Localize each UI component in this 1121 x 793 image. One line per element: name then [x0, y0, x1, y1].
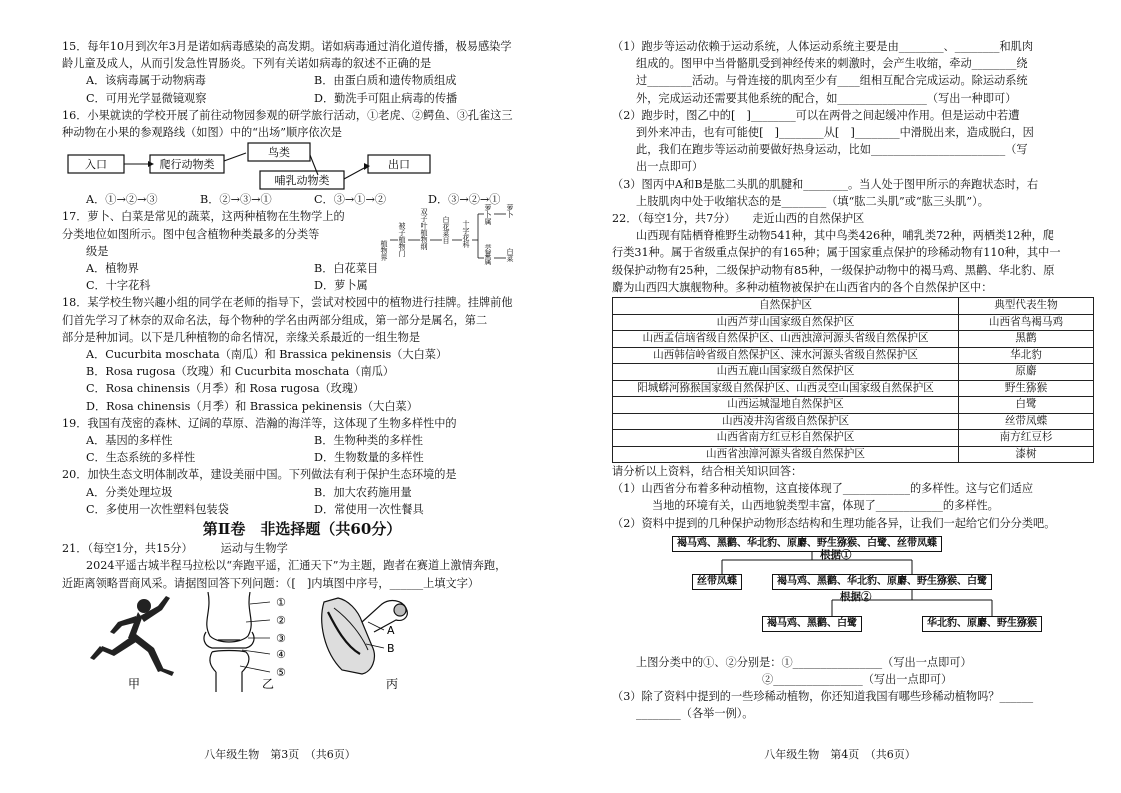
route-entry-label: 入口 [85, 158, 107, 172]
q20-options-row2 [62, 501, 542, 518]
knee-joint-figure [204, 592, 254, 692]
knee-label-3: ③ [276, 631, 286, 645]
q15-option-a: A．该病毒属于动物病毒 [86, 74, 206, 88]
tree-species2: 白菜 [506, 248, 514, 263]
reserve-name: 山西运城湿地自然保护区 [613, 397, 959, 414]
q19-options-row2 [62, 449, 542, 466]
reserve-name: 阳城蟒河猕猴国家级自然保护区、山西灵空山国家级自然保护区 [613, 380, 959, 397]
knee-label-4: ④ [276, 647, 286, 661]
q22-part3-line2: ________（各举一例）。 [636, 707, 754, 721]
q17-stem-line2: 分类地位如图所示。图中包含植物种类最多的分类等 [62, 227, 320, 241]
reserve-table [612, 297, 1094, 463]
tree-phylum: 被子植物门 [398, 222, 406, 258]
q21-head: 21．（每空1分，共15分） 运动与生物学 [62, 542, 288, 556]
knee-label-2: ② [276, 613, 286, 627]
reserve-table-header [613, 298, 1094, 315]
route-diagram-svg [62, 141, 502, 193]
q19-option-d: D．生物数量的多样性 [314, 451, 424, 465]
left-page [0, 0, 560, 793]
tree-class: 双子叶植物纲 [420, 208, 428, 251]
q22-intro-line2: 行类31种。属于省级重点保护的有165种；属于国家重点保护的珍稀动物有110种，其中一 [612, 246, 1061, 260]
q22-part1-line2: 当地的环境有关，山西地貌类型丰富，体现了____________的多样性。 [652, 499, 999, 513]
q17-classification-tree [380, 202, 540, 272]
q21-part3-line1: （3）图丙中A和B是肱二头肌的肌腱和________。当人处于图甲所示的奔跑状态时，右 [612, 177, 1039, 191]
reserve-name: 山西韩信岭省级自然保护区、涑水河源头省级自然保护区 [613, 347, 959, 364]
q17-block [62, 204, 542, 266]
runner-figure [90, 596, 174, 676]
q16-stem-line2: 种动物在小果的参观路线（如图）中的“出场”顺序依次是 [62, 126, 342, 140]
flow-top-box: 褐马鸡、黑鹳、华北豹、原麝、野生猕猴、白鹭、丝带凤蝶 [672, 536, 942, 552]
section-2-title: 第Ⅱ卷 非选择题（共60分） [202, 520, 402, 539]
q20-option-b: B．加大农药施用量 [314, 485, 412, 499]
q22-part1-line1: （1）山西省分布着多种动植物，这直接体现了____________的多样性。这与它们适应 [612, 482, 1034, 496]
reserve-name: 山西孟信垴省级自然保护区、山西浊漳河源头省级自然保护区 [613, 331, 959, 348]
q21-part1-line1: （1）跑步等运动依赖于运动系统，人体运动系统主要是由________、________和肌肉 [612, 40, 1034, 53]
left-footer: 八年级生物 第3页 （共6页） [204, 747, 356, 761]
q17-option-c: C．十字花科 [86, 279, 151, 293]
q17-option-d: D．萝卜属 [314, 279, 368, 293]
q22-part2: （2）资料中提到的几种保护动物形态结构和生理功能各异，让我们一起给它们分分类吧。 [612, 516, 1056, 530]
q21-part1-line4: 外，完成运动还需要其他系统的配合，如________________（写出一种即可） [636, 91, 1017, 105]
species-name: 漆树 [959, 446, 1094, 463]
q18-stem-line3: 部分是种加词。以下是几种植物的命名情况，亲缘关系最近的一组生物是 [62, 330, 421, 344]
q15-option-c: C．可用光学显微镜观察 [86, 91, 207, 105]
tree-family: 十字花科 [462, 220, 470, 249]
q15-option-b: B．由蛋白质和遗传物质组成 [314, 74, 457, 88]
fig-label-bing: 丙 [385, 676, 399, 691]
species-name: 原麝 [959, 364, 1094, 381]
q21-part1-line2: 组成的。图甲中当骨骼肌受到神经传来的刺激时，会产生收缩，牵动________绕 [636, 57, 1028, 71]
q16-option-b: B．②→③→① [200, 193, 272, 207]
flow-criterion-1: 根据① [820, 548, 852, 561]
q17-option-a: A．植物界 [86, 262, 139, 276]
q15-options-row1 [62, 72, 542, 89]
q19-option-c: C．生态系统的多样性 [86, 451, 196, 465]
q21-part2-line2: 到外来冲击，也有可能使[ ]________从[ ]________中滑脱出来，造成脱臼，因 [636, 126, 1034, 140]
q18-option-b: B．Rosa rugosa（玫瑰）和 Cucurbita moschata（南瓜） [86, 365, 395, 379]
q22-intro-line3: 级保护动物有25种，二级保护动物有85种，一级保护动物中的褐马鸡、黑鹳、华北豹、原 [612, 263, 1055, 277]
q15-stem-line1: 15．每年10月到次年3月是诺如病毒感染的高发期。诺如病毒通过消化道传播，极易感染学 [62, 40, 512, 53]
q21-intro-line2: 近距离领略晋商风采。请据图回答下列问题：（[ ]内填图中序号，______上填文字） [62, 576, 480, 590]
reserve-name: 山西凌井沟省级自然保护区 [613, 413, 959, 430]
right-footer: 八年级生物 第4页 （共6页） [764, 747, 916, 761]
q15-stem-line2: 龄儿童及成人，从而引发急性胃肠炎。下列有关诺如病毒的叙述不正确的是 [62, 57, 432, 71]
q17-option-b: B．白花菜目 [314, 262, 379, 276]
route-reptile-label: 爬行动物类 [159, 158, 215, 172]
species-name: 黑鹳 [959, 331, 1094, 348]
q20-options-row1 [62, 484, 542, 501]
fig-label-jia: 甲 [127, 676, 141, 691]
q18-stem-line2: 们首先学习了林奈的双命名法，每个物种的学名由两部分组成，第一部分是属名，第二 [62, 313, 488, 327]
q20-option-d: D．常使用一次性餐具 [314, 502, 424, 516]
q21-intro-line1: 2024平遥古城半程马拉松以“奔跑平遥，汇通天下”为主题，跑者在赛道上激情奔跑， [86, 559, 507, 573]
tree-genus1: 萝卜属 [484, 204, 492, 226]
reserve-col-header: 自然保护区 [613, 298, 959, 315]
arm-label-B: B [387, 641, 395, 655]
flow-level3-left: 褐马鸡、黑鹳、白鹭 [762, 616, 862, 632]
q20-option-a: A．分类处理垃圾 [86, 485, 173, 499]
flow-level2-right: 褐马鸡、黑鹳、华北豹、原麝、野生猕猴、白鹭 [772, 574, 992, 590]
flow-level3-right: 华北豹、原麝、野生猕猴 [922, 616, 1042, 632]
q21-part2-line1: （2）跑步时，图乙中的[ ]________可以在两骨之间起缓冲作用。但是运动中若遭 [612, 108, 1020, 122]
reserve-name: 山西省浊漳河源头省级自然保护区 [613, 446, 959, 463]
table-row [613, 347, 1094, 364]
q16-option-a: A．①→②→③ [86, 193, 158, 207]
q19-option-b: B．生物种类的多样性 [314, 434, 423, 448]
right-page [560, 0, 1120, 793]
route-exit-label: 出口 [388, 158, 410, 172]
q19-option-a: A．基因的多样性 [86, 434, 173, 448]
q22-intro-line1: 山西现有陆栖脊椎野生动物541种，其中鸟类426种，哺乳类72种，两栖类12种，爬 [636, 229, 1054, 243]
tree-species1: 萝卜 [506, 204, 514, 219]
q17-options-row2 [62, 277, 542, 294]
q21-part2-line3: 此，我们在跑步等运动前要做好热身运动，比如________________________（写 [636, 143, 1028, 157]
q22-ask: 请分析以上资料，结合相关知识回答： [612, 465, 803, 479]
knee-label-1: ① [276, 595, 286, 609]
table-row [613, 314, 1094, 331]
species-name: 丝带凤蝶 [959, 413, 1094, 430]
species-name: 山西省鸟褐马鸡 [959, 314, 1094, 331]
reserve-name: 山西芦芽山国家级自然保护区 [613, 314, 959, 331]
q17-stem-line1: 17．萝卜、白菜是常见的蔬菜，这两种植物在生物学上的 [62, 210, 345, 224]
route-bird-label: 鸟类 [268, 146, 290, 160]
q22-part2-answer1: 上图分类中的①、②分别是：①________________（写出一点即可） [636, 655, 972, 669]
species-name: 野生猕猴 [959, 380, 1094, 397]
tree-genus2: 芸薹属 [484, 244, 492, 266]
route-mammal-label: 哺乳动物类 [274, 174, 330, 188]
q18-stem-line1: 18．某学校生物兴趣小组的同学在老师的指导下，尝试对校园中的植物进行挂牌。挂牌前他 [62, 296, 513, 310]
table-row [613, 413, 1094, 430]
table-row [613, 397, 1094, 414]
q19-options-row1 [62, 432, 542, 449]
species-name: 白鹭 [959, 397, 1094, 414]
q22-part2-answer2: ②________________（写出一点即可） [762, 673, 953, 687]
table-row [613, 331, 1094, 348]
q22-head: 22．（每空1分，共7分） 走近山西的自然保护区 [612, 212, 865, 226]
knee-label-5: ⑤ [276, 665, 286, 679]
flow-criterion-2: 根据② [840, 590, 872, 603]
arm-label-A: A [387, 623, 395, 637]
q16-route-diagram [62, 141, 542, 193]
fig-label-yi: 乙 [261, 676, 275, 691]
table-row [613, 446, 1094, 463]
table-row [613, 364, 1094, 381]
q16-option-c: C．③→①→② [314, 193, 387, 207]
q16-stem-line1: 16．小果就读的学校开展了前往动物园参观的研学旅行活动，①老虎、②鳄鱼、③孔雀这三 [62, 108, 513, 122]
reserve-name: 山西省南方红豆杉自然保护区 [613, 430, 959, 447]
q18-option-c: C．Rosa chinensis（月季）和 Rosa rugosa（玫瑰） [86, 382, 365, 396]
q18-option-a: A．Cucurbita moschata（南瓜）和 Brassica pekinensis（大白菜） [86, 348, 448, 362]
species-col-header: 典型代表生物 [959, 298, 1094, 315]
q16-option-d: D．③→②→① [428, 193, 501, 207]
species-name: 南方红豆杉 [959, 430, 1094, 447]
q15-options-row2 [62, 90, 542, 107]
q21-figures [62, 592, 542, 692]
q22-part3-line1: （3）除了资料中提到的一些珍稀动植物，你还知道我国有哪些珍稀动植物吗？______ [612, 690, 1034, 704]
q21-part1-line3: 过________活动。与骨连接的肌肉至少有____组相互配合完成运动。除运动系统 [636, 74, 1028, 88]
q15-option-d: D．勤洗手可阻止病毒的传播 [314, 91, 458, 105]
q22-intro-line4: 麝为山西四大旗舰物种。多种动植物被保护在山西省内的各个自然保护区中： [612, 280, 993, 294]
q21-figure-svg [62, 592, 542, 692]
tree-order: 白花菜目 [442, 216, 450, 245]
classification-flow [612, 534, 1094, 652]
q20-option-c: C．多使用一次性塑料包装袋 [86, 502, 229, 516]
flow-level2-left: 丝带凤蝶 [692, 574, 742, 590]
q18-option-d: D．Rosa chinensis（月季）和 Brassica pekinensis（大白菜） [86, 399, 418, 413]
q20-stem: 20．加快生态文明体制改革，建设美丽中国。下列做法有利于保护生态环境的是 [62, 468, 457, 482]
q17-stem-line3: 级是 [86, 244, 109, 258]
table-row [613, 380, 1094, 397]
species-name: 华北豹 [959, 347, 1094, 364]
q19-stem: 19．我国有茂密的森林、辽阔的草原、浩瀚的海洋等，这体现了生物多样性中的 [62, 416, 457, 430]
tree-kingdom: 植物界 [380, 240, 388, 262]
reserve-name: 山西五鹿山国家级自然保护区 [613, 364, 959, 381]
q21-part2-line4: 出一点即可） [636, 160, 704, 174]
q21-part3-line2: 上肢肌肉中处于收缩状态的是________（填“肱二头肌”或“肱三头肌”）。 [636, 194, 989, 208]
table-row [613, 430, 1094, 447]
